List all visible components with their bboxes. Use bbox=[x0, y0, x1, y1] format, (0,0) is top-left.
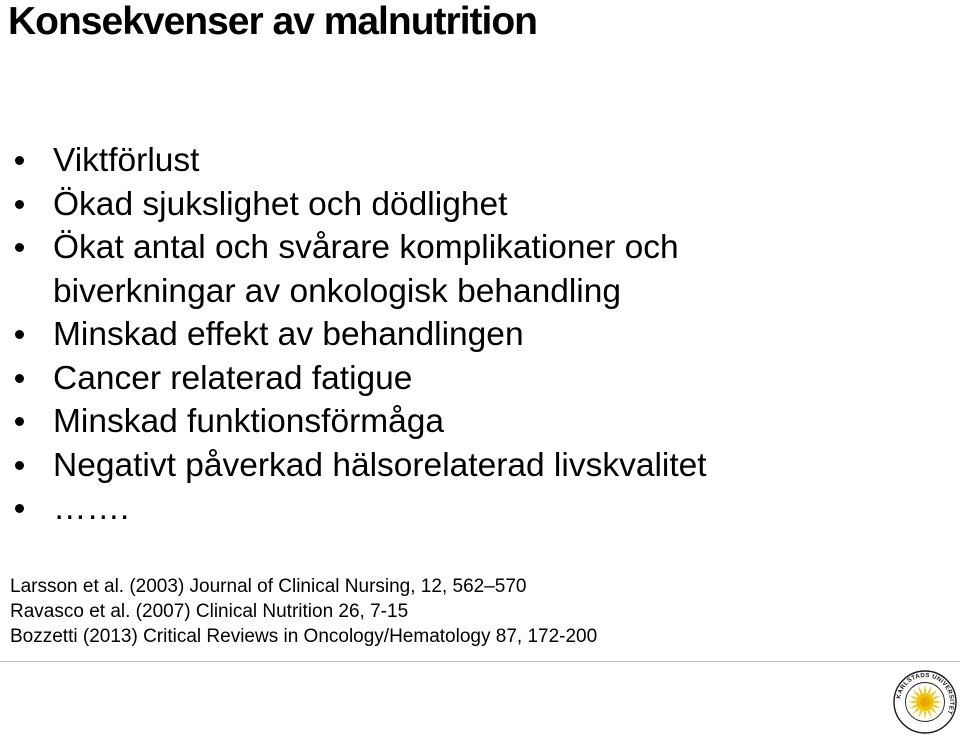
bullet-dot-icon bbox=[15, 330, 24, 339]
bullet-dot-icon bbox=[15, 243, 24, 252]
bullet-text: Minskad effekt av behandlingen bbox=[53, 316, 524, 353]
bullet-item bbox=[0, 487, 900, 531]
bullet-item bbox=[0, 226, 900, 313]
bullet-text: Ökad sjukslighet och dödlighet bbox=[53, 185, 508, 223]
bullet-list bbox=[0, 139, 900, 531]
bullet-text-line-2: biverkningar av onkologisk behandling bbox=[53, 272, 622, 310]
seal-text: KARLSTADS UNIVERSITET bbox=[895, 671, 956, 716]
bullet-text: Minskad funktionsförmåga bbox=[53, 403, 445, 440]
reference-line: Larsson et al. (2003) Journal of Clinical Nursing, 12, 562–570 bbox=[10, 576, 527, 597]
bullet-item bbox=[0, 313, 900, 357]
slide-title: Konsekvenser av malnutrition bbox=[8, 0, 538, 43]
bullet-item bbox=[0, 444, 900, 488]
bullet-item bbox=[0, 400, 900, 444]
bullet-text: Viktförlust bbox=[53, 142, 200, 179]
bullet-text: Negativt påverkad hälsorelaterad livskvalitet bbox=[53, 446, 707, 484]
reference-line: Bozzetti (2013) Critical Reviews in Oncology/Hematology 87, 172-200 bbox=[10, 626, 598, 647]
bullet-dot-icon bbox=[15, 417, 24, 426]
bullet-dot-icon bbox=[15, 374, 24, 383]
bullet-dot-icon bbox=[15, 504, 24, 513]
bullet-text-line-1: Ökat antal och svårare komplikationer och bbox=[53, 229, 679, 266]
bullet-text: Cancer relaterad fatigue bbox=[53, 359, 413, 397]
bullet-dot-icon bbox=[15, 156, 24, 165]
bullet-dot-icon bbox=[15, 200, 24, 209]
bullet-dot-icon bbox=[15, 461, 24, 470]
university-seal-icon bbox=[893, 670, 957, 734]
reference-line: Ravasco et al. (2007) Clinical Nutrition 26, 7-15 bbox=[10, 601, 409, 622]
footer-divider bbox=[0, 661, 960, 662]
bullet-item bbox=[0, 139, 900, 183]
bullet-text: ……. bbox=[53, 490, 130, 527]
references bbox=[10, 574, 910, 649]
bullet-item bbox=[0, 183, 900, 227]
bullet-item bbox=[0, 357, 900, 401]
